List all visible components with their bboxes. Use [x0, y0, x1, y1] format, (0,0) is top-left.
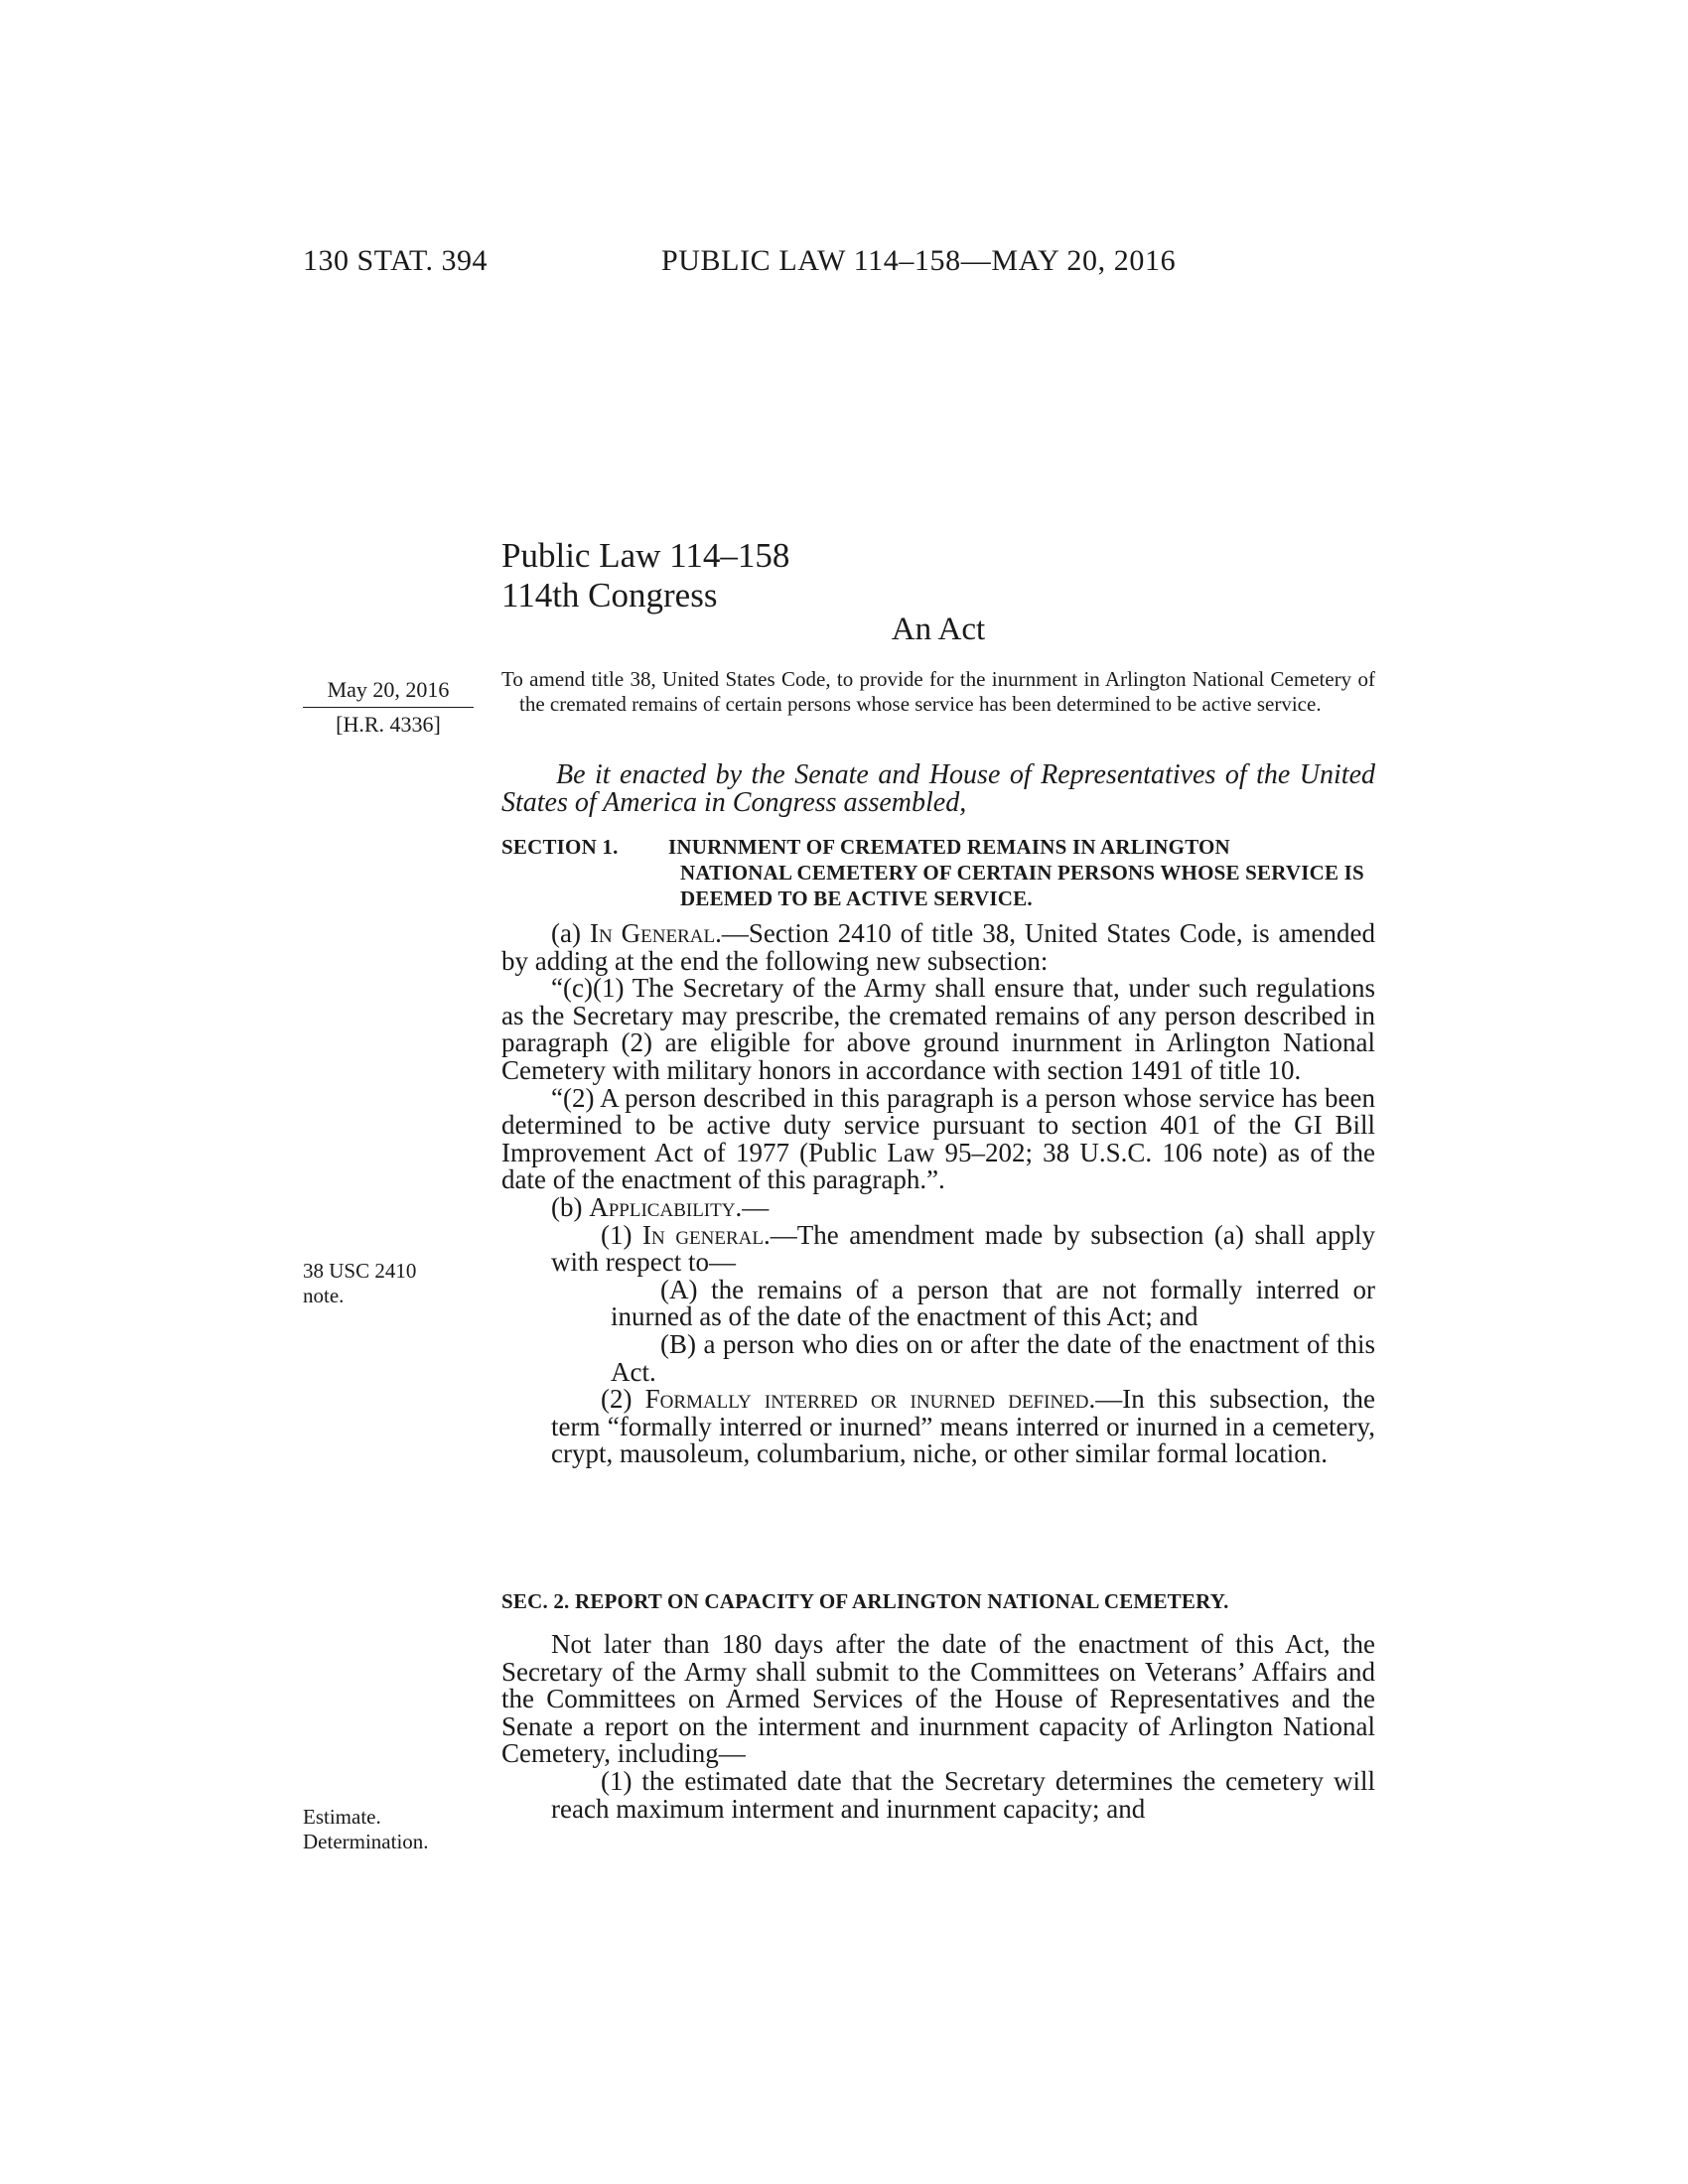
subsection-a-text: .—Section 2410 of title 38, United States Code, is amended by adding at the end the following new subsection: [501, 918, 1375, 976]
running-head-title: PUBLIC LAW 114–158—MAY 20, 2016 [661, 244, 1177, 277]
subsection-a [501, 920, 1375, 975]
public-law-number: Public Law 114–158 [501, 536, 790, 575]
paragraph-b1 [501, 1219, 1375, 1278]
section-2-item-1: (1) the estimated date that the Secretary determines the cemetery will reach maximum interment and inurnment capacity; and [551, 1765, 1375, 1824]
paragraph-b2 [501, 1386, 1375, 1468]
subsection-b-label: (b) [551, 1191, 590, 1222]
stat-page-citation: 130 STAT. 394 [303, 244, 489, 277]
paragraph-b1-heading: In general [642, 1219, 764, 1250]
subparagraph-b1-B: (B) a person who dies on or after the date of the enactment of this Act. [611, 1328, 1375, 1387]
section-1-number: SECTION 1. [501, 835, 619, 859]
estimate-margin-note [303, 1805, 501, 1854]
quoted-paragraph-c2: “(2) A person described in this paragraph is a person whose service has been determined to be active duty service pursuant to section 401 of the GI Bill Improvement Act of 1977 (Public Law 95–202; 38 U.S.C. 106 note) as of the date of the enactment of this paragraph.”. [501, 1082, 1375, 1195]
enactment-date: May 20, 2016 [327, 677, 450, 702]
enactment-date-note [303, 675, 474, 740]
estimate-note-line1: Estimate. [303, 1805, 381, 1829]
quoted-paragraph-c1: “(c)(1) The Secretary of the Army shall ensure that, under such regulations as the Secretary may prescribe, the cremated remains of any person described in paragraph (2) are eligible for above ground inurnment in Arlington National Cemetery with military honors in accordance with section 1491 of title 10. [501, 973, 1375, 1085]
paragraph-b1-text: .—The amendment made by subsection (a) shall apply with respect to— [551, 1219, 1375, 1278]
subsection-b-heading: Applicability [589, 1191, 736, 1222]
usc-note-line2: note. [303, 1284, 345, 1307]
usc-note-line1: 38 USC 2410 [303, 1259, 417, 1283]
subparagraph-b1-A: (A) the remains of a person that are not formally interred or inurned as of the date of the enactment of this Act; and [611, 1274, 1375, 1332]
bill-number: [H.R. 4336] [336, 712, 441, 737]
subsection-a-heading: In General [589, 918, 716, 948]
act-purpose [501, 667, 1375, 717]
paragraph-b2-heading: Formally interred or inurned defined [644, 1384, 1089, 1415]
section-1-body [501, 920, 1375, 1468]
section-2-body [501, 1631, 1375, 1823]
paragraph-b1-label: (1) [601, 1219, 643, 1250]
paragraph-b2-text: .—In this subsection, the term “formally interred or inurned” means interred or inurned in a cemetery, crypt, mausoleum, columbarium, niche, or other similar formal location. [551, 1384, 1375, 1469]
purpose-text: To amend title 38, United States Code, to provide for the inurnment in Arlington National Cemetery of the cremated remains of certain persons whose service has been determined to be active service. [501, 667, 1375, 716]
section-2-intro: Not later than 180 days after the date of the enactment of this Act, the Secretary of the Army shall submit to the Committees on Veterans’ Affairs and the Committees on Armed Services of the House of Representatives and the Senate a report on the interment and inurnment capacity of Arlington National Cemetery, including— [501, 1629, 1375, 1769]
congress-number: 114th Congress [501, 576, 718, 614]
enacting-clause-text: Be it enacted by the Senate and House of Representatives of the United States of America in Congress assembled, [501, 759, 1375, 818]
section-2-heading: SEC. 2. REPORT ON CAPACITY OF ARLINGTON NATIONAL CEMETERY. [501, 1589, 1229, 1613]
estimate-note-line2: Determination. [303, 1830, 429, 1853]
divider [303, 707, 474, 708]
section-1-heading-rest: NATIONAL CEMETERY OF CERTAIN PERSONS WHOSE SERVICE IS DEEMED TO BE ACTIVE SERVICE. [680, 861, 1364, 910]
usc-margin-note [303, 1259, 501, 1308]
section-1-heading [501, 834, 1375, 911]
section-1-heading-line1: INURNMENT OF CREMATED REMAINS IN ARLINGTON [668, 835, 1230, 859]
subsection-b-dash: .— [735, 1191, 770, 1222]
act-heading: An Act [891, 612, 986, 647]
subsection-a-label: (a) [551, 918, 590, 948]
enacting-clause [501, 761, 1375, 817]
paragraph-b2-label: (2) [601, 1384, 645, 1415]
subsection-b [501, 1191, 1375, 1222]
